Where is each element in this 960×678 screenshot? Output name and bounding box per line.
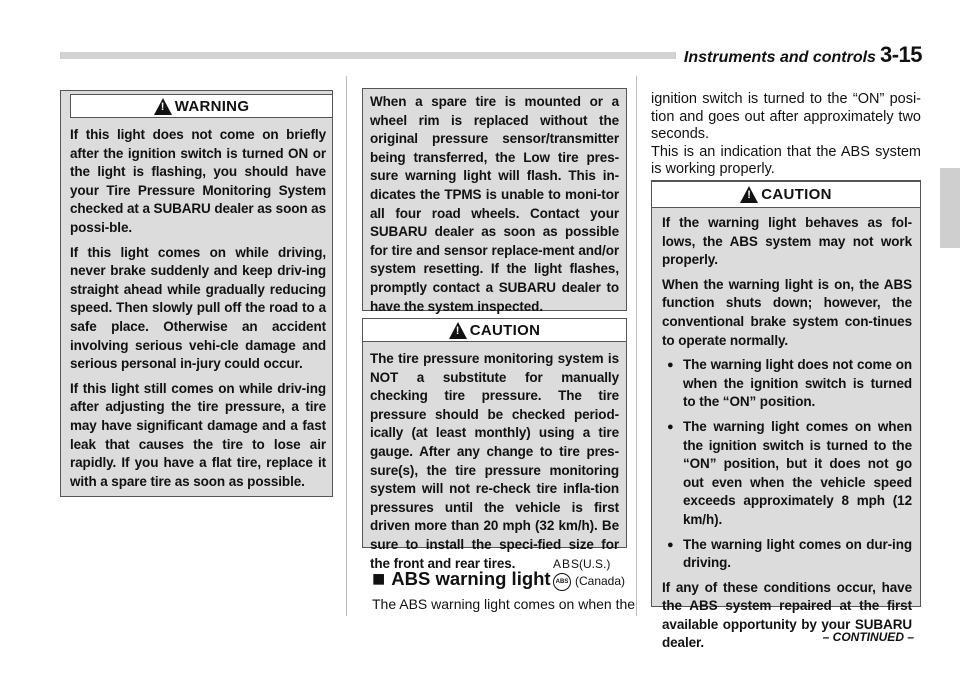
warning-paragraph: If this light comes on while driving, never brake suddenly and keep driv-ing straight ahead while gradually reducing speed. Then slowly pull off the road to a safe place. Otherwise an accident involving serious vehi-cle damage and serious personal in-jury could occur. bbox=[70, 244, 326, 372]
caution-abs-bullet: ● The warning light does not come on when the ignition switch is turned to the “ON” position. bbox=[662, 356, 912, 412]
abs-body-start: The ABS warning light comes on when the bbox=[372, 596, 636, 612]
page-number: 3-15 bbox=[879, 42, 922, 67]
caution-box-abs-heading bbox=[651, 181, 921, 208]
abs-canada-icon: ABS bbox=[553, 573, 571, 591]
caution-abs-body bbox=[662, 214, 912, 653]
caution-abs-bullet: ● The warning light comes on dur-ing driving. bbox=[662, 536, 912, 573]
column-divider-right bbox=[636, 76, 637, 616]
caution-heading-text: CAUTION bbox=[761, 186, 832, 203]
chapter-tab bbox=[940, 168, 960, 248]
caution-abs-para2: When the warning light is on, the ABS function shuts down; however, the conventional brake system con-tinues to operate normally. bbox=[662, 276, 912, 348]
warning-heading-text: WARNING bbox=[174, 97, 250, 115]
abs-us-label: (U.S.) bbox=[579, 557, 611, 571]
caution-abs-bullet: ● The warning light comes on when the ignition switch is turned to the “ON” position, but it does not go out even when the vehicle speed exceeds approximately 8 mph (12 km/h). bbox=[662, 418, 912, 530]
warning-paragraph: If this light does not come on briefly after the ignition switch is turned ON or the light is flashing, you should have your Tire Pressure Monitoring System checked at a SUBARU dealer as soon as possi-ble. bbox=[70, 127, 326, 235]
page-header bbox=[676, 42, 922, 68]
section-title-header: Instruments and controls bbox=[683, 49, 876, 66]
caution-abs-closing: If any of these conditions occur, have the ABS system repaired at the first available opportunity by your SUBARU dealer. bbox=[662, 579, 912, 651]
caution-abs-intro: If the warning light behaves as fol-lows, the ABS system may not work properly. bbox=[662, 215, 912, 268]
warning-triangle-icon bbox=[154, 98, 172, 115]
abs-body-continued-text: ignition switch is turned to the “ON” posi-tion and goes out after approximately two seconds. bbox=[651, 91, 921, 142]
continued-marker: – CONTINUED – bbox=[822, 630, 914, 644]
warning-body bbox=[70, 126, 326, 491]
abs-us-icon: ABS bbox=[553, 557, 581, 571]
caution-abs-bullets bbox=[662, 356, 912, 573]
abs-canada-label: (Canada) bbox=[575, 574, 626, 588]
spare-tire-text: When a spare tire is mounted or a wheel rim is replaced without the original pressure sensor/transmitter being transferred, the Low tire pres-sure warning light will flash. This in-dicates the TPMS is unable to moni-tor all four road wheels. Contact your SUBARU dealer as soon as possible for tire and sensor replace-ment and/or system resetting. If the light flashes, promptly contact a SUBARU dealer to have the system inspected. bbox=[370, 94, 619, 314]
abs-body-continued bbox=[651, 91, 921, 179]
caution-heading-text: CAUTION bbox=[469, 321, 541, 339]
warning-box-heading bbox=[70, 94, 333, 118]
warning-paragraph: If this light still comes on while driv-ing after adjusting the tire pressure, a tire may have significant damage and a fast leak that causes the tire to lose air rapidly. If you have a flat tire, replace it with a spare tire as soon as possible. bbox=[70, 380, 326, 489]
section-marker: ■ bbox=[372, 566, 386, 591]
caution-tpms-text: The tire pressure monitoring system is NOT a substitute for manually checking tire pressure. The tire pressure should be checked period-ically (at least monthly) using a tire gauge. After any change to tire pres-sure(s), the tire pressure monitoring system will not re-check tire infla-tion pressures until the vehicle is first driven more than 20 mph (32 km/h). Be sure to install the speci-fied size for the front and rear tires. bbox=[370, 351, 619, 571]
abs-section-heading bbox=[372, 566, 551, 592]
caution-box-tpms-heading bbox=[362, 318, 627, 342]
abs-section-title: ABS warning light bbox=[391, 568, 551, 589]
abs-body-indication-text: This is an indication that the ABS system is working properly. bbox=[651, 143, 921, 177]
column-divider-left bbox=[346, 76, 347, 616]
caution-triangle-icon bbox=[740, 186, 758, 203]
caution-triangle-icon bbox=[449, 322, 467, 339]
